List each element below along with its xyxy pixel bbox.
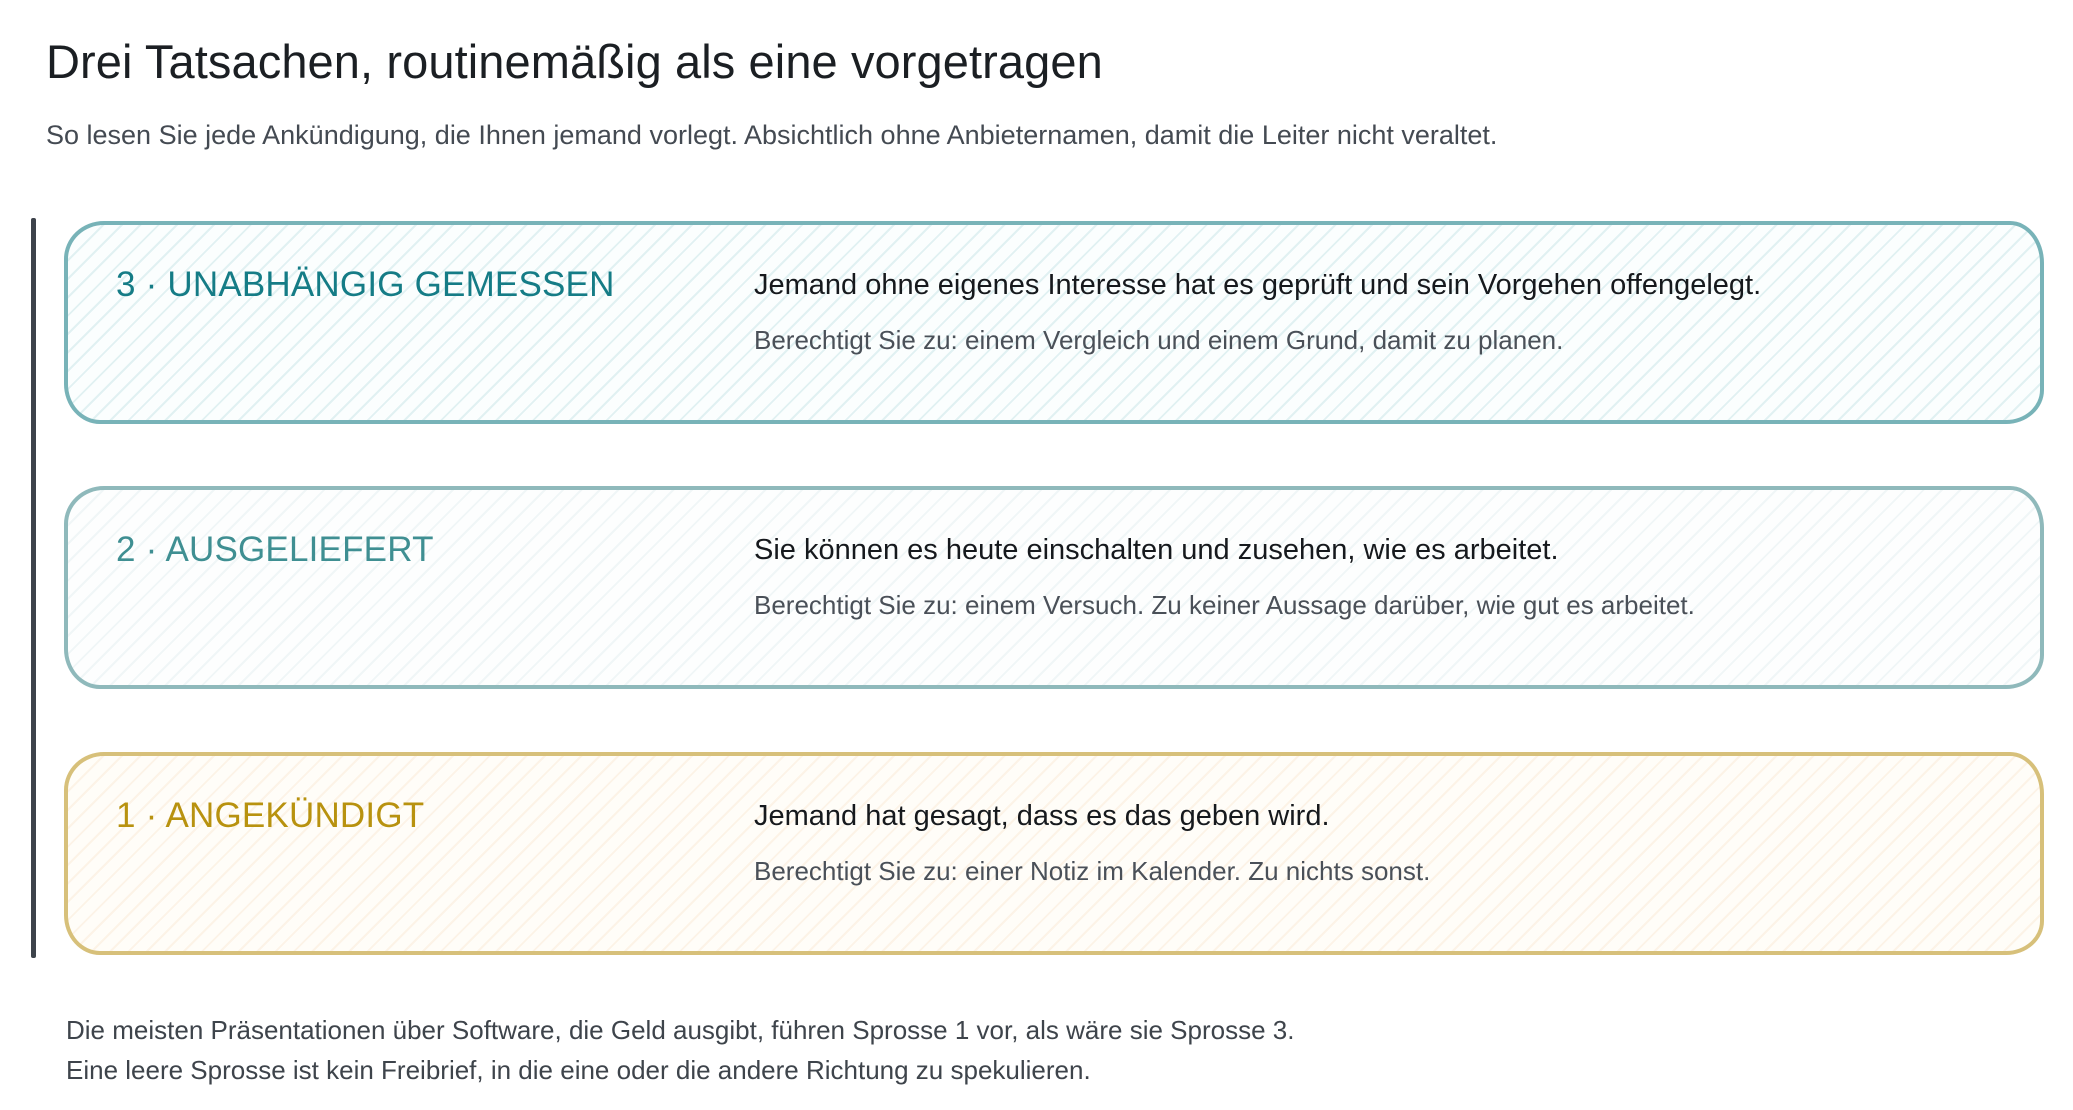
rung-label: 2 · AUSGELIEFERT (116, 530, 434, 569)
rung-entitlement: Berechtigt Sie zu: einem Vergleich und einem Grund, damit zu planen. (754, 325, 1564, 355)
rung-label: 3 · UNABHÄNGIG GEMESSEN (116, 265, 615, 304)
page-title: Drei Tatsachen, routinemäßig als eine vorgetragen (46, 35, 1103, 88)
rung-statement: Jemand ohne eigenes Interesse hat es geprüft und sein Vorgehen offengelegt. (754, 269, 1762, 301)
rung-statement: Jemand hat gesagt, dass es das geben wird. (754, 800, 1330, 832)
rung-label: 1 · ANGEKÜNDIGT (116, 796, 425, 835)
footer-note (66, 1010, 1294, 1090)
rung-statement: Sie können es heute einschalten und zusehen, wie es arbeitet. (754, 534, 1559, 566)
rung-3-independently-measured (64, 221, 2044, 424)
ladder-rail (31, 218, 36, 958)
footer-line: Eine leere Sprosse ist kein Freibrief, in die eine oder die andere Richtung zu spekulieren. (66, 1055, 1091, 1085)
rung-1-announced (64, 752, 2044, 955)
rung-entitlement: Berechtigt Sie zu: einem Versuch. Zu keiner Aussage darüber, wie gut es arbeitet. (754, 590, 1695, 620)
page-subtitle: So lesen Sie jede Ankündigung, die Ihnen jemand vorlegt. Absichtlich ohne Anbieternamen, damit die Leiter nicht veraltet. (46, 120, 1498, 150)
rung-2-shipped (64, 486, 2044, 689)
footer-line: Die meisten Präsentationen über Software, die Geld ausgibt, führen Sprosse 1 vor, als wäre sie Sprosse 3. (66, 1015, 1295, 1045)
rung-entitlement: Berechtigt Sie zu: einer Notiz im Kalender. Zu nichts sonst. (754, 856, 1431, 886)
